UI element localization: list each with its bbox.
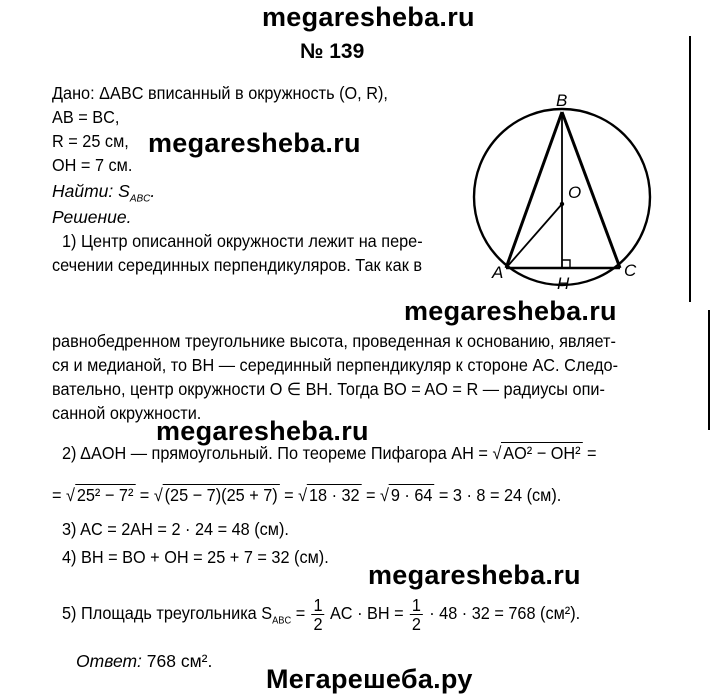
given-line-4: OH = 7 см.: [52, 155, 133, 175]
watermark-bottom: Мегарешеба.ру: [266, 664, 473, 694]
label-o: O: [568, 183, 582, 202]
watermark-4: megaresheba.ru: [368, 560, 581, 590]
find-line: Найти: $S_{ABC}$.: [52, 181, 156, 205]
page-edge-line-bottom: [708, 310, 710, 430]
given-line-2: AB = BC,: [52, 107, 120, 127]
step1-line-1: 1) Центр описанной окружности лежит на пере-: [62, 231, 423, 251]
step1-line-5: вательно, центр окружности O ∈ BH. Тогда BO = AO = R — радиусы опи-: [52, 379, 605, 399]
step1-line-4: ся и медианой, то BH — серединный перпендикуляр к стороне AC. Следо-: [52, 355, 619, 375]
fraction-half-2: $\frac{1}{2}$: [411, 595, 421, 634]
label-c: C: [624, 261, 637, 280]
label-b: B: [556, 91, 568, 110]
problem-number: № 139: [300, 40, 365, 63]
step2-line-1: 2) ΔAOH — прямоугольный. По теореме Пифагора AH = √ AO² − OH² =: [62, 443, 597, 463]
fraction-half-1: $\frac{1}{2}$: [313, 595, 323, 634]
solution-label: Решение.: [52, 207, 132, 227]
step1-line-6: санной окружности.: [52, 403, 202, 423]
radius-ao: [506, 204, 562, 268]
watermark-2: megaresheba.ru: [404, 296, 617, 326]
step1-line-3: равнобедренном треугольнике высота, проведенная к основанию, являет-: [52, 331, 616, 351]
step3: 3) AC = 2AH = 2 · 24 = 48 (см).: [62, 519, 289, 539]
step5: 5) Площадь треугольника $S_{ABC}$ = $\frac{1}{2}$ AC · BH = $\frac{1}{2}$ · 48 · 32 = 768 (см²).: [62, 595, 581, 634]
label-a: A: [492, 263, 504, 282]
watermark-3: megaresheba.ru: [156, 416, 369, 446]
watermark-top: megaresheba.ru: [262, 2, 475, 32]
watermark-1: megaresheba.ru: [148, 128, 361, 158]
step4: 4) BH = BO + OH = 25 + 7 = 32 (см).: [62, 547, 329, 567]
label-h: H: [557, 274, 570, 293]
given-line-1: Дано: ΔABC вписанный в окружность (O, R),: [52, 83, 388, 103]
given-line-3: R = 25 см,: [52, 131, 129, 151]
step2-line-2: = √ 25² − 7² = √ (25 − 7)(25 + 7) = √ 18 · 32 = √ 9 · 64 = 3 · 8 = 24 (см).: [52, 485, 562, 505]
center-point: [560, 202, 564, 206]
answer-line: Ответ: 768 см².: [76, 651, 213, 671]
step1-line-2: сечении серединных перпендикуляров. Так как в: [52, 255, 422, 275]
geometry-figure: [470, 90, 690, 300]
side-ab: [506, 112, 562, 268]
